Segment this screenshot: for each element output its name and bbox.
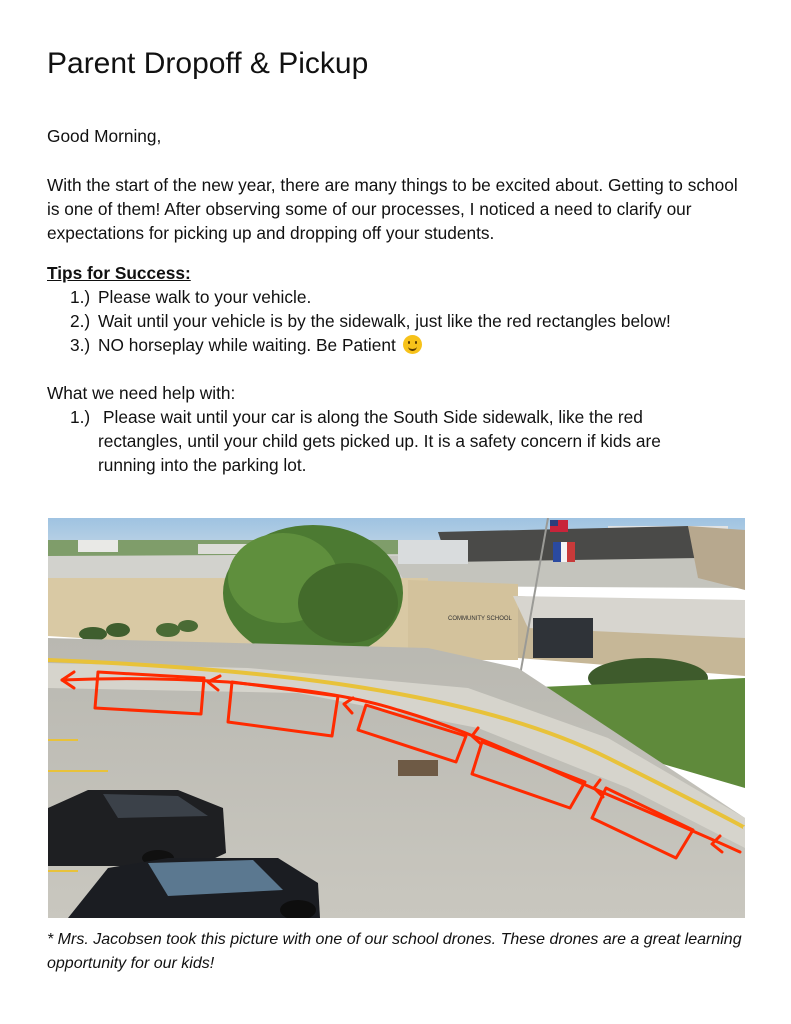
page-title: Parent Dropoff & Pickup	[47, 47, 369, 80]
drone-photo-drawing	[48, 518, 745, 918]
list-number: 3.)	[70, 335, 91, 355]
black-suv	[48, 790, 226, 866]
list-number: 2.)	[70, 311, 91, 331]
entrance-doors	[533, 618, 593, 658]
list-item	[47, 309, 671, 333]
help-heading: What we need help with:	[47, 383, 236, 403]
list-item	[47, 285, 671, 309]
list-item-text: Wait until your vehicle is by the sidewalk, just like the red rectangles below!	[98, 311, 671, 331]
tips-list	[47, 285, 671, 357]
list-number: 1.)	[70, 287, 91, 307]
help-list	[47, 405, 707, 477]
photo-caption: * Mrs. Jacobsen took this picture with one of our school drones. These drones are a great learning opportunity for our kids!	[47, 931, 742, 972]
drone-photo	[48, 518, 745, 918]
list-item-text: NO horseplay while waiting. Be Patient	[98, 335, 396, 355]
greeting: Good Morning,	[47, 126, 162, 146]
hvac-unit	[398, 540, 468, 564]
tips-heading: Tips for Success:	[47, 263, 191, 283]
list-number: 1.)	[70, 407, 91, 427]
list-item	[47, 333, 671, 357]
list-item-text: Please wait until your car is along the South Side sidewalk, like the red rectangles, until your child gets picked up. It is a safety concern if kids are running into the parking lot.	[98, 407, 661, 475]
list-item	[47, 405, 707, 477]
list-item-text: Please walk to your vehicle.	[98, 287, 312, 307]
building-sign: COMMUNITY SCHOOL	[448, 616, 512, 622]
intro-paragraph: With the start of the new year, there are many things to be excited about. Getting to school is one of them! After observing some of our processes, I noticed a need to clarify our expectations for picking up and dropping off your students.	[47, 175, 738, 243]
smiley-emoji-icon	[403, 335, 422, 354]
drain-grate	[398, 760, 438, 776]
